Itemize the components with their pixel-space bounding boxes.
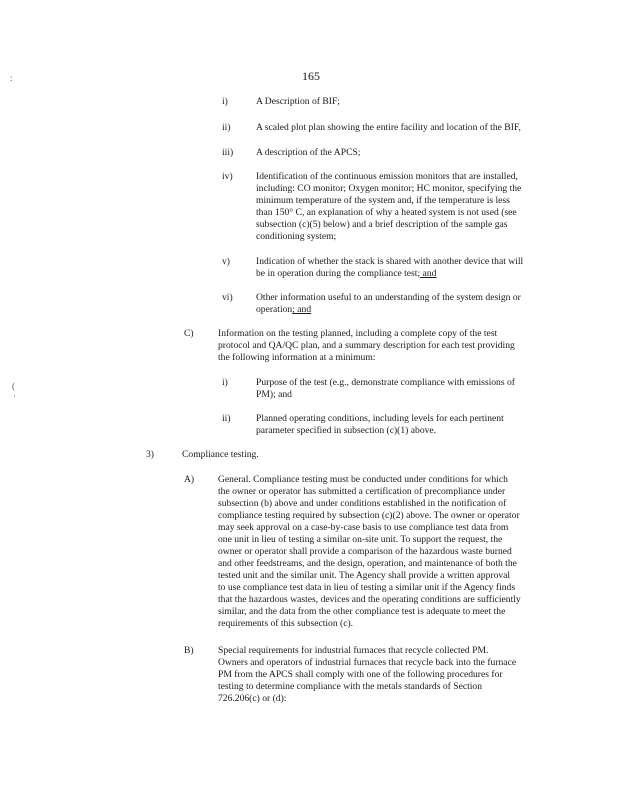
section-text: General. Compliance testing must be conducted under conditions for which the owner or operator has submitted a certification of precompliance under subsection (b) above and under conditions established in the notification of compliance testing required by subsection (c)(2) above. The owner or operator may seek approval on a case-by-case basis to use compliance test data from one unit in lieu of testing a similar on-site unit. To support the request, the owner or operator shall provide a comparison of the hazardous waste burned and other feedstreams, and the design, operation, and maintenance of both the tested unit and the similar unit. The Agency shall provide a written approval to use compliance test data in lieu of testing a similar unit if the Agency finds that the hazardous wastes, devices and the operating conditions are sufficiently similar, and the data from the other compliance test is adequate to meet the requirements of this subsection (c). (218, 474, 521, 629)
list-item-text: Identification of the continuous emission monitors that are installed, including: CO monitor; Oxygen monitor; HC monitor, specifying the minimum temperature of the system and, if the temperature is less than 150° C, an explanation of why a heated system is not used (see subsection (c)(5) below) and a brief description of the sample gas conditioning system; (256, 171, 522, 242)
list-item-number: ii) (222, 413, 231, 424)
section-number: B) (184, 645, 194, 656)
list-item-number: vi) (222, 292, 233, 303)
section-number: 3) (146, 449, 154, 460)
list-item-text: A description of the APCS; (256, 147, 361, 158)
section-number: C) (184, 328, 194, 339)
section-text: Special requirements for industrial furnaces that recycle collected PM. Owners and operators of industrial furnaces that recycle back into the furnace PM from the APCS shall comply with one of the following procedures for testing to determine compliance with the metals standards of Section 726.206(c) or (d): (218, 645, 517, 704)
list-item-number: iv) (222, 171, 233, 182)
list-item-number: i) (222, 377, 228, 388)
list-item-number: ii) (222, 122, 231, 133)
list-item-number: iii) (222, 147, 234, 158)
list-item-text: Indication of whether the stack is shared with another device that will be in operation during the compliance test; and (256, 256, 524, 279)
list-item-text: Planned operating conditions, including levels for each pertinent parameter specified in subsection (c)(1) above. (256, 413, 504, 436)
inserted-text: and (420, 268, 437, 279)
list-item-text: A scaled plot plan showing the entire facility and location of the BIF, (256, 122, 521, 133)
margin-mark: : (10, 73, 13, 83)
section-text: Information on the testing planned, including a complete copy of the test protocol and QA/QC plan, and a summary description for each test providing the following information at a minimum: (218, 328, 515, 363)
section-number: A) (184, 474, 195, 485)
list-item-text: A Description of BIF; (256, 96, 340, 107)
list-item-number: v) (222, 256, 230, 267)
page-number: 165 (302, 69, 320, 83)
list-item-number: i) (222, 96, 228, 107)
margin-mark: ( (12, 381, 15, 391)
margin-mark: · (13, 391, 16, 401)
section-heading: Compliance testing. (182, 449, 259, 460)
list-item-text: Purpose of the test (e.g., demonstrate compliance with emissions of PM); and (256, 377, 515, 400)
inserted-text: ; and (292, 304, 312, 315)
list-item-text: Other information useful to an understanding of the system design or operation; and (256, 292, 521, 315)
